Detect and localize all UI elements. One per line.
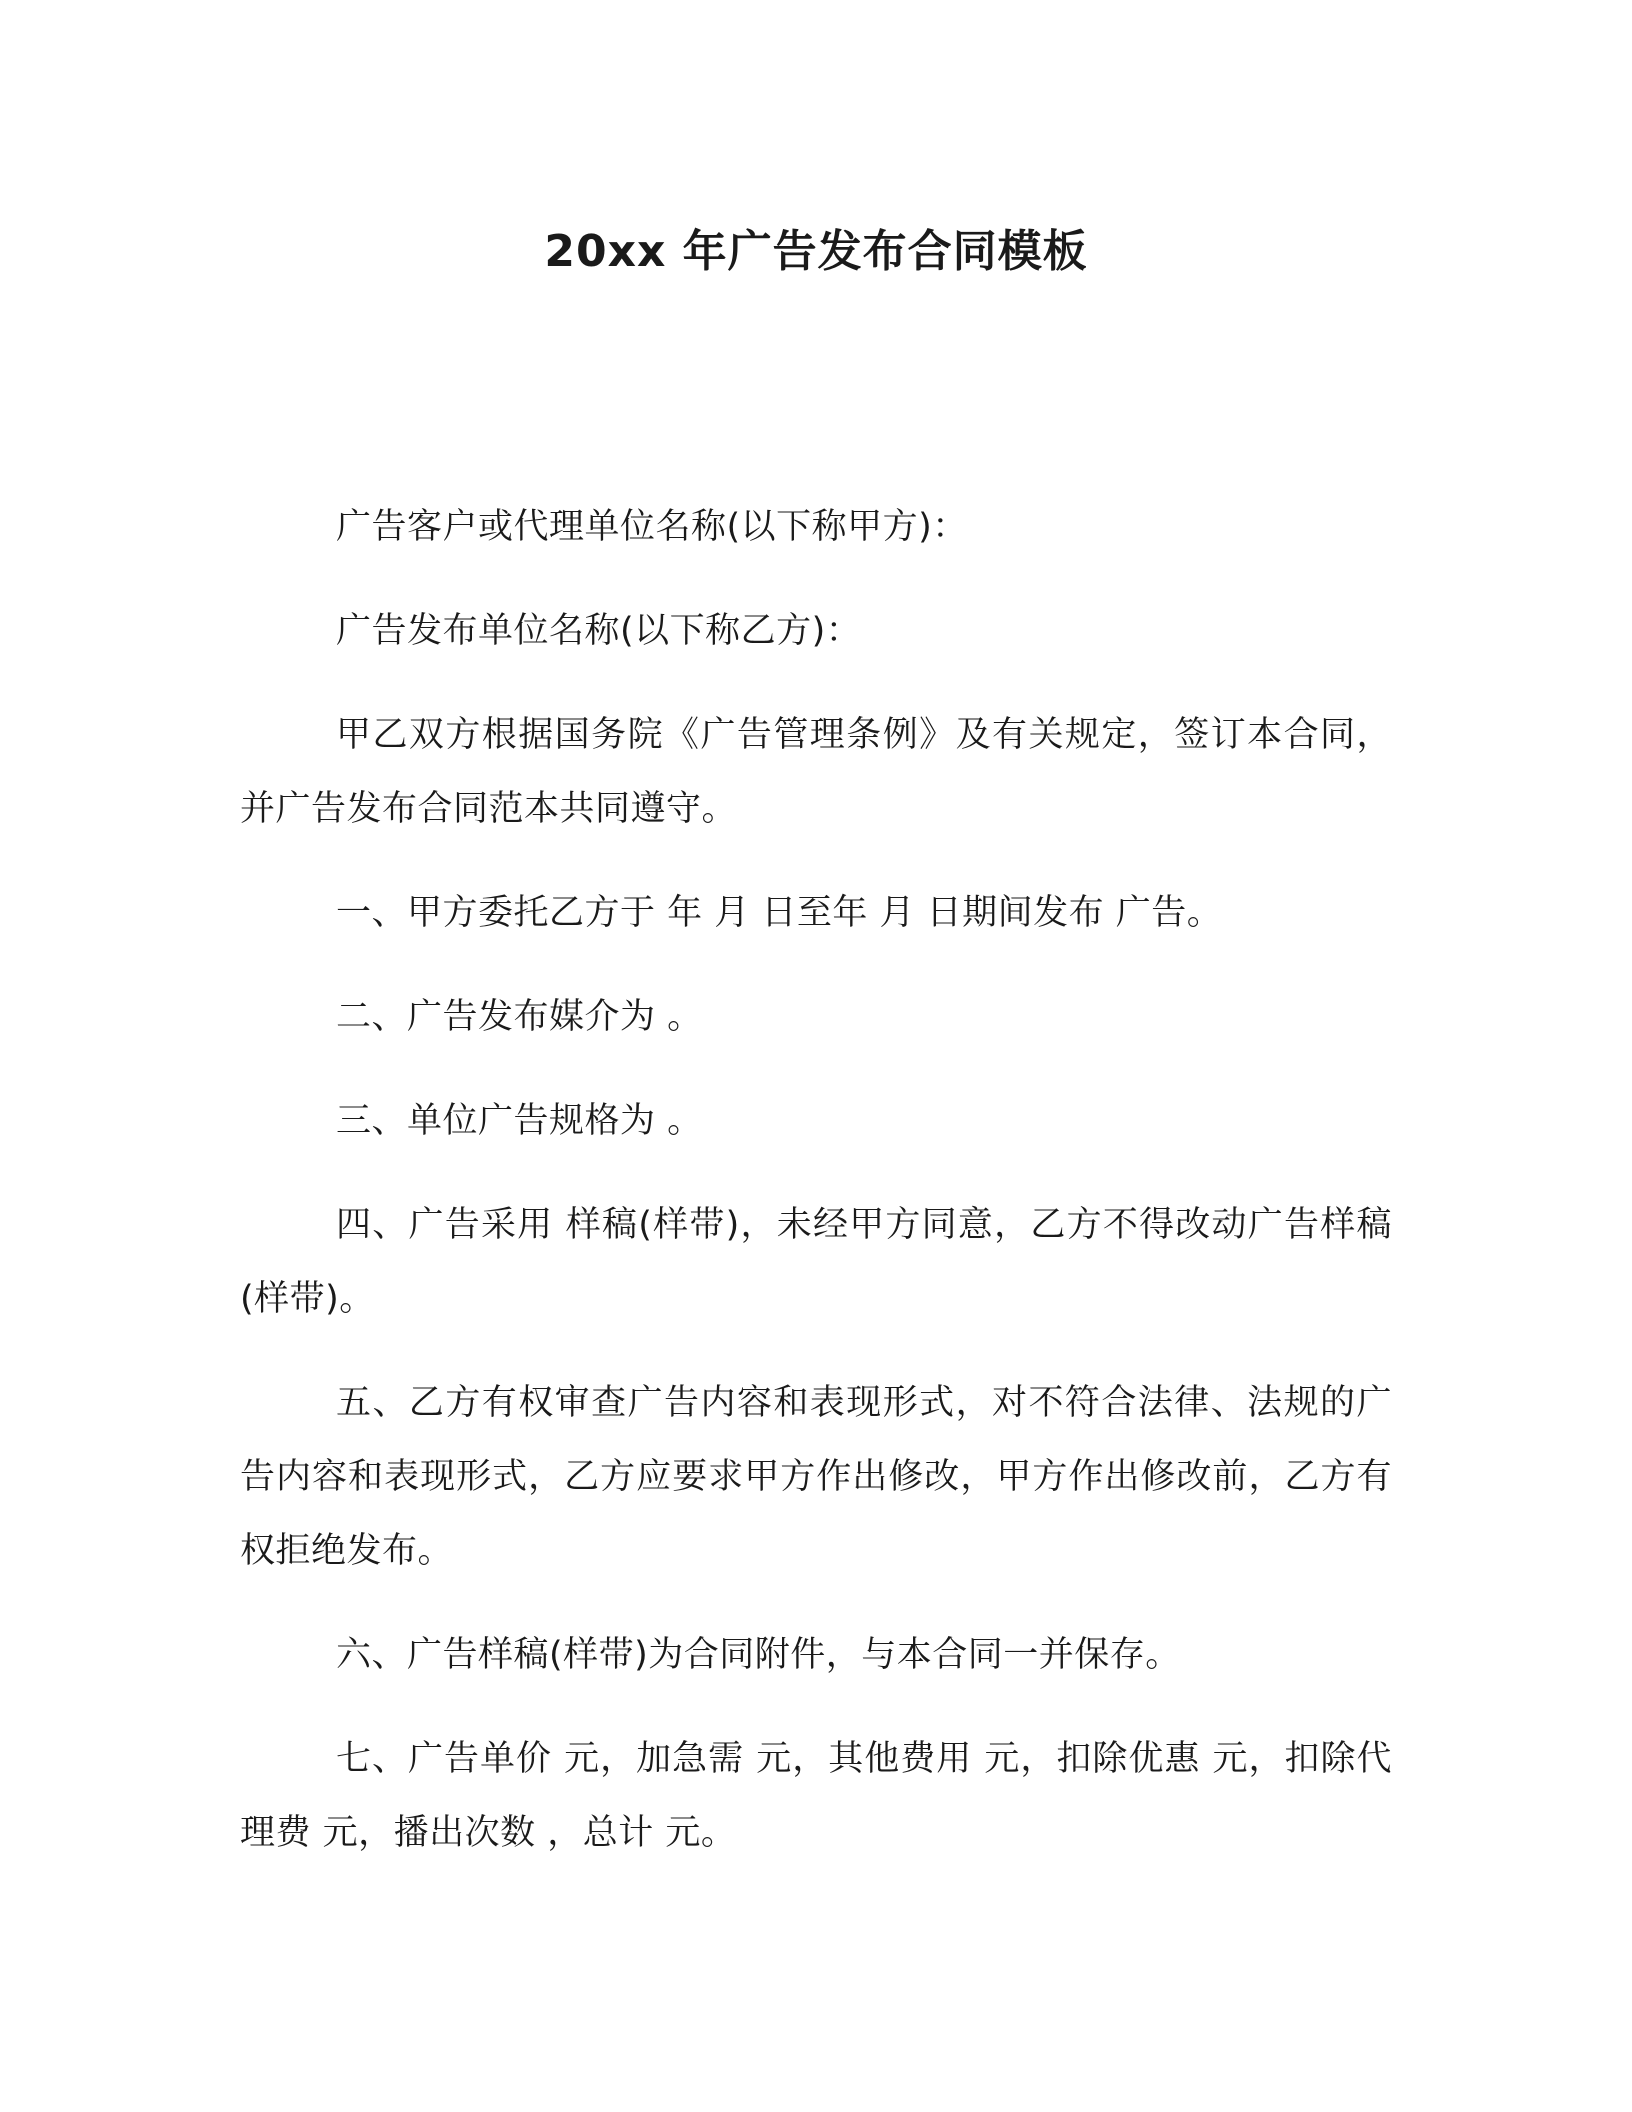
clause-4: 四、广告采用 样稿(样带)，未经甲方同意，乙方不得改动广告样稿(样带)。 [240,1205,1392,1319]
document-body [240,490,1392,1900]
clause-3: 三、单位广告规格为 。 [336,1101,703,1141]
clause-1: 一、甲方委托乙方于 年 月 日至年 月 日期间发布 广告。 [336,893,1223,933]
preamble-paragraph: 甲乙双方根据国务院《广告管理条例》及有关规定，签订本合同，并广告发布合同范本共同遵守。 [240,715,1392,829]
clause-2: 二、广告发布媒介为 。 [336,997,703,1037]
document-title: 20xx 年广告发布合同模板 [544,226,1088,277]
party-a-line: 广告客户或代理单位名称(以下称甲方)： [336,507,968,547]
party-b-line: 广告发布单位名称(以下称乙方)： [336,611,862,651]
clause-5: 五、乙方有权审查广告内容和表现形式，对不符合法律、法规的广告内容和表现形式，乙方应要求甲方作出修改，甲方作出修改前，乙方有权拒绝发布。 [240,1383,1392,1571]
clause-6: 六、广告样稿(样带)为合同附件，与本合同一并保存。 [336,1635,1181,1675]
clause-7: 七、广告单价 元，加急需 元，其他费用 元，扣除优惠 元，扣除代理费 元，播出次数 ，总计 元。 [240,1739,1392,1853]
